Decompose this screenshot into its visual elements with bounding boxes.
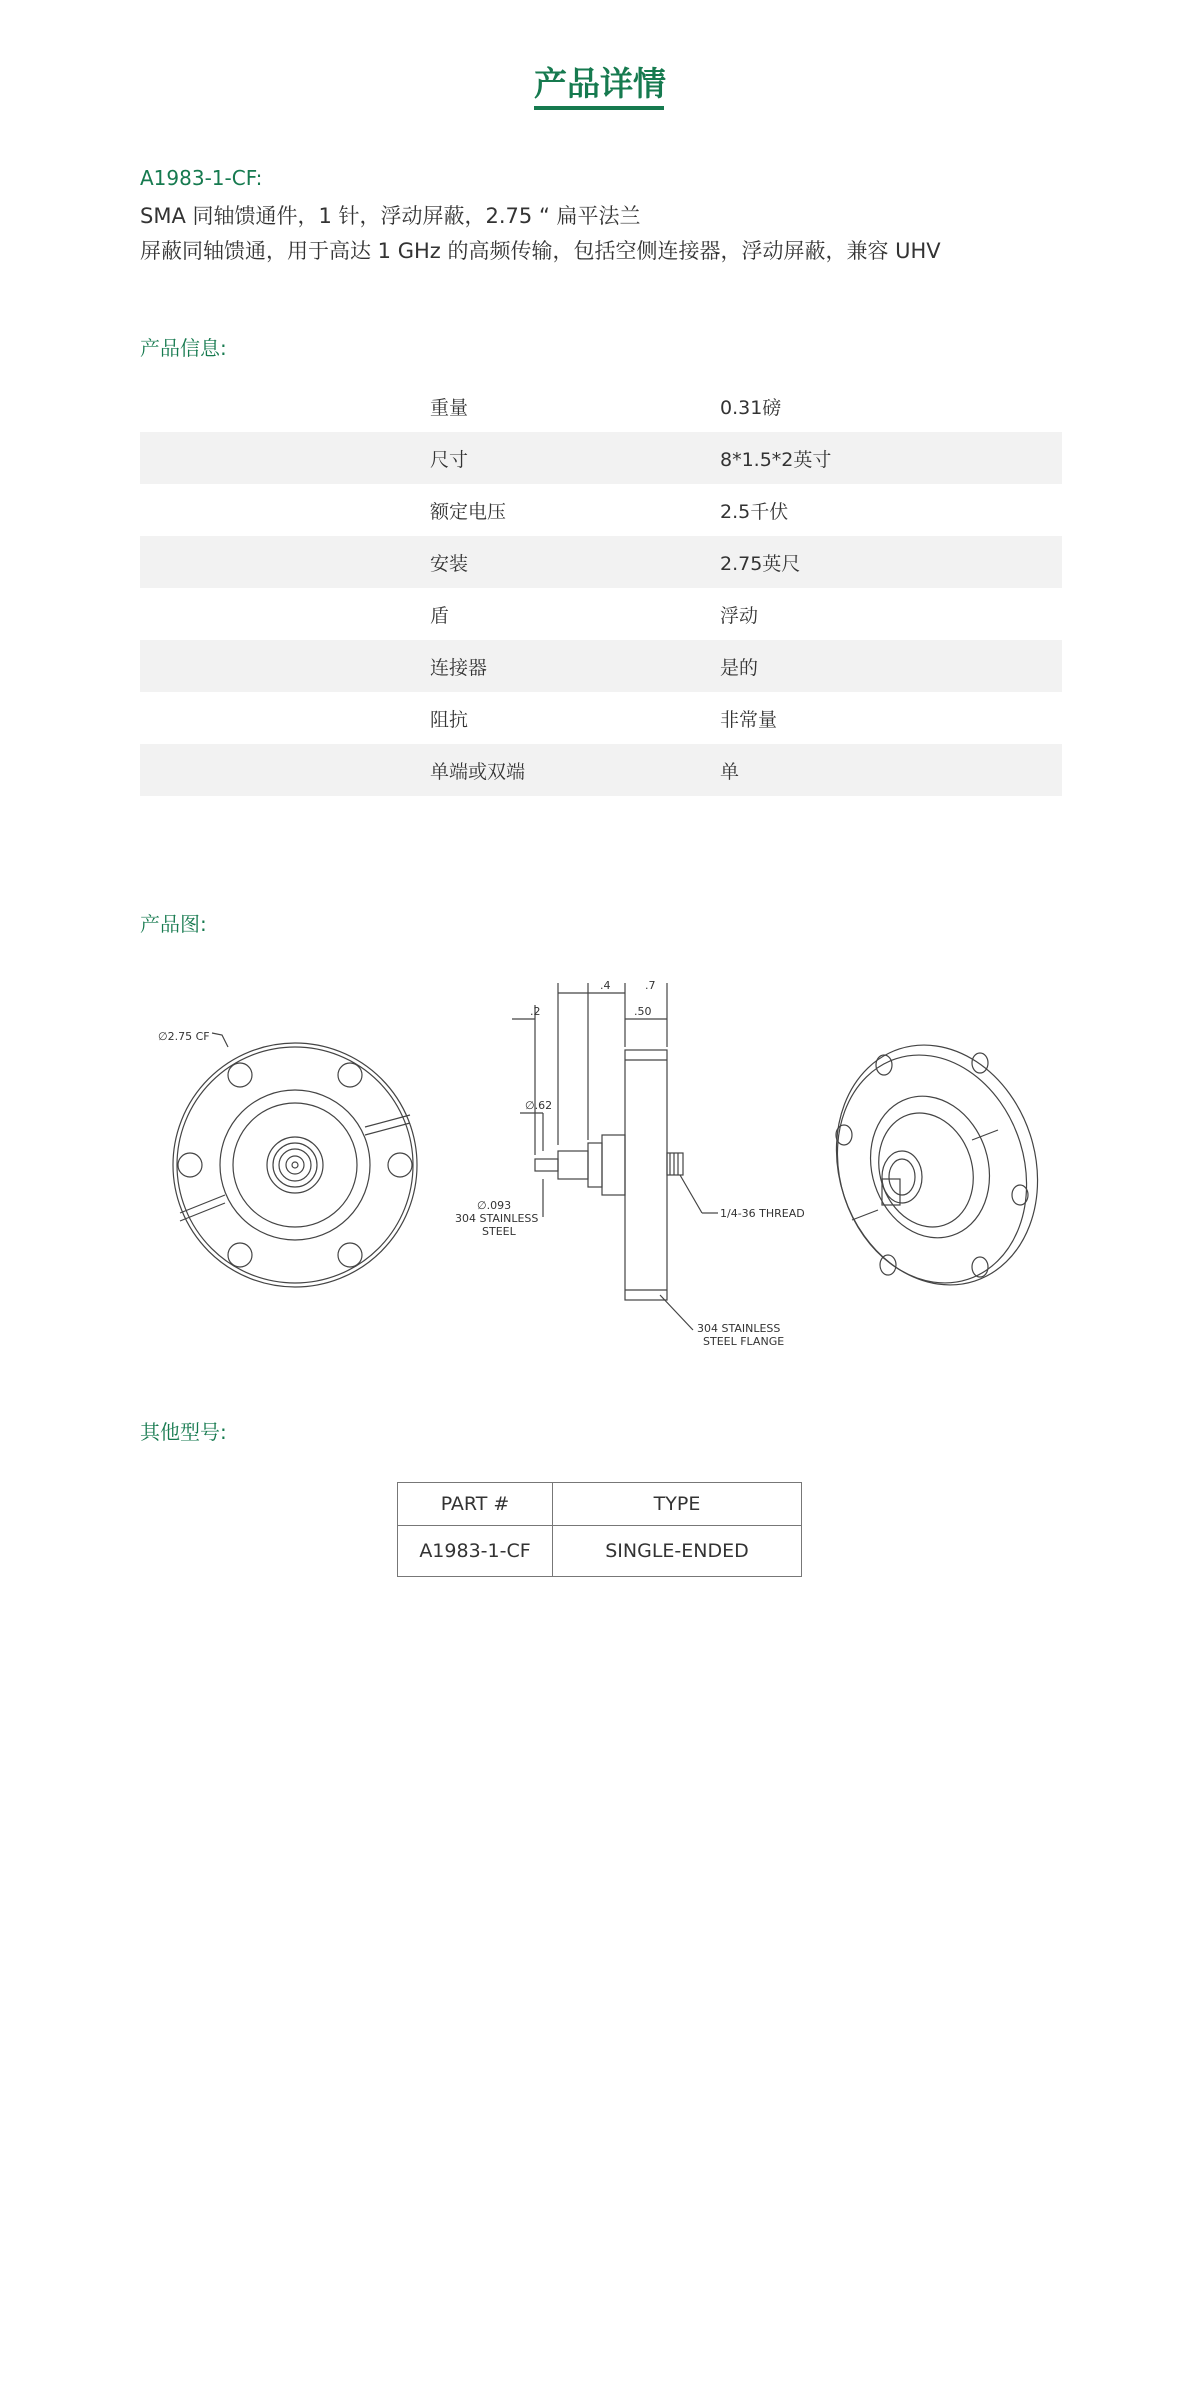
models-table — [397, 1482, 802, 1577]
cell-type: SINGLE-ENDED — [553, 1526, 802, 1577]
label-cf: ∅2.75 CF — [158, 1030, 210, 1043]
spec-value: 2.5千伏 — [720, 500, 789, 523]
spec-value: 非常量 — [720, 708, 778, 731]
side-view — [512, 983, 718, 1330]
label-dim-4: .4 — [600, 979, 611, 992]
spec-value: 0.31磅 — [720, 396, 782, 419]
spec-key: 重量 — [430, 396, 469, 419]
spec-value: 8*1.5*2英寸 — [720, 448, 832, 471]
spec-key: 额定电压 — [430, 500, 507, 523]
label-dim-50: .50 — [634, 1005, 652, 1018]
spec-row — [140, 640, 1062, 692]
header-type: TYPE — [553, 1483, 802, 1526]
table-row — [398, 1526, 802, 1577]
label-steel-2: STEEL — [482, 1225, 516, 1238]
title-underline — [534, 106, 664, 110]
label-dim-093: ∅.093 — [477, 1199, 512, 1212]
isometric-view — [806, 1019, 1062, 1312]
technical-drawing-svg — [140, 955, 1062, 1350]
product-info-heading: 产品信息: — [140, 336, 227, 360]
label-dim-2: .2 — [530, 1005, 541, 1018]
technical-drawing — [140, 955, 1062, 1350]
spec-value: 浮动 — [720, 604, 759, 627]
spec-value: 2.75英尺 — [720, 552, 801, 575]
other-models-heading: 其他型号: — [140, 1420, 227, 1444]
label-flange-2: STEEL FLANGE — [703, 1335, 785, 1348]
spec-value: 单 — [720, 760, 740, 783]
spec-key: 安装 — [430, 552, 469, 575]
label-dim-7: .7 — [645, 979, 656, 992]
spec-row — [140, 588, 1062, 640]
spec-row — [140, 484, 1062, 536]
spec-row — [140, 536, 1062, 588]
header-part: PART # — [398, 1483, 553, 1526]
label-steel-1: 304 STAINLESS — [455, 1212, 539, 1225]
description-line-2: 屏蔽同轴馈通，用于高达 1 GHz 的高频传输，包括空侧连接器，浮动屏蔽，兼容 UHV — [140, 239, 941, 263]
cell-part: A1983-1-CF — [398, 1526, 553, 1577]
spec-row — [140, 692, 1062, 744]
label-thread: 1/4-36 THREAD — [720, 1207, 805, 1220]
spec-key: 单端或双端 — [430, 760, 526, 783]
label-flange-1: 304 STAINLESS — [697, 1322, 781, 1335]
spec-row — [140, 380, 1062, 432]
page-title: 产品详情 — [534, 64, 666, 103]
spec-key: 尺寸 — [430, 448, 469, 471]
spec-row — [140, 432, 1062, 484]
label-dim-62: ∅.62 — [525, 1099, 553, 1112]
description-line-1: SMA 同轴馈通件，1 针，浮动屏蔽，2.75 “ 扁平法兰 — [140, 204, 641, 228]
spec-key: 盾 — [430, 604, 450, 627]
spec-key: 连接器 — [430, 656, 488, 679]
spec-value: 是的 — [720, 656, 759, 679]
front-view — [173, 1033, 417, 1287]
spec-row — [140, 744, 1062, 796]
spec-key: 阻抗 — [430, 708, 469, 731]
product-drawing-heading: 产品图: — [140, 912, 207, 936]
table-header-row — [398, 1483, 802, 1526]
spec-table — [140, 380, 1062, 796]
model-label: A1983-1-CF: — [140, 166, 263, 190]
